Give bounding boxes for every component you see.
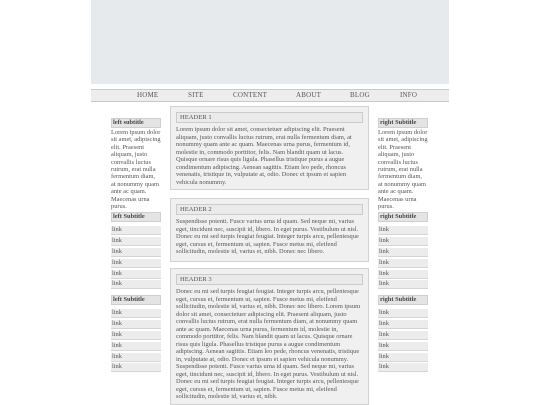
right-link[interactable]: link	[378, 331, 428, 340]
left-sidebar-title: left subtitle	[111, 118, 161, 128]
left-sidebar-subtitle: left Subtitle	[111, 212, 161, 222]
nav-item-about[interactable]: ABOUT	[296, 91, 322, 99]
right-link[interactable]: link	[378, 342, 428, 351]
nav-bar	[91, 89, 449, 102]
left-link[interactable]: link	[111, 309, 161, 318]
right-link[interactable]: link	[378, 259, 428, 268]
right-link[interactable]: link	[378, 226, 428, 235]
right-sidebar-text: Lorem ipsum dolor sit amet, adipiscing elit. Praesent aliquam, justo convallis luctus rutrum, erat nulla fermentum diam, at nonummy quam ante ac quam. Maecenas urna purus.	[378, 129, 428, 211]
left-link-list	[111, 226, 161, 289]
left-sidebar-subtitle: left Subtitle	[111, 295, 161, 305]
left-link[interactable]: link	[111, 342, 161, 351]
panel-header-1: HEADER 1	[176, 112, 363, 123]
left-link[interactable]: link	[111, 248, 161, 257]
panel-header-2: HEADER 2	[176, 204, 363, 215]
panel-text-1: Lorem ipsum dolor sit amet, consectetuer adipiscing elit. Praesent aliquam, justo convallis luctus rutrum, erat nulla fermentum diam, at nonummy quam ante ac quam. Maecenas urna purus, fermentum id, molestie in, commodo porttitor, felis. Nam blandit quam ut lacus. Quisque ornare risus quis ligula. Phasellus tristique purus a augue condimentum adipiscing. Aenean sagittis. Etiam leo pede, rhoncus venenatis, tristique in, vulputate at, odio. Donec et ipsum et sapien vehicula nonummy.	[176, 126, 352, 186]
left-link[interactable]: link	[111, 363, 161, 372]
left-sidebar-text: Lorem ipsum dolor sit amet, adipiscing elit. Praesent aliquam, justo convallis luctus rutrum, erat nulla fermentum diam, at nonummy quam ante ac quam. Maecenas urna purus.	[111, 129, 161, 211]
right-link-list	[378, 226, 428, 289]
left-link[interactable]: link	[111, 226, 161, 235]
left-sidebar	[111, 118, 161, 378]
nav-item-content[interactable]: CONTENT	[233, 91, 268, 99]
content-panel-2	[170, 198, 369, 262]
nav-item-home[interactable]: HOME	[137, 91, 159, 99]
content-panel-1	[170, 106, 369, 190]
nav-item-info[interactable]: INFO	[400, 91, 418, 99]
left-link[interactable]: link	[111, 280, 161, 289]
right-link[interactable]: link	[378, 270, 428, 279]
right-link[interactable]: link	[378, 237, 428, 246]
right-sidebar-subtitle: right Subtitle	[378, 295, 428, 305]
panel-text-3: Donec eu mi sed turpis feugiat feugiat. Integer turpis arcu, pellentesque eget, cursus et, fermentum ut, sapien. Fusce metus mi, eleifend sollicitudin, molestie id, varius et, nibh. Donec nec libero. Lorem ipsum dolor sit amet, consectetuer adipiscing elit. Praesent aliquam, justo convallis luctus rutrum, erat nulla fermentum diam, at nonummy quam ante ac quam. Maecenas urna purus, fermentum id, molestie in, commodo porttitor, felis. Nam blandit quam ut lacus. Quisque ornare risus quis ligula. Phasellus tristique purus a augue condimentum adipiscing. Aenean sagittis. Etiam leo pede, rhoncus venenatis, tristique in, vulputate at, odio. Donec et ipsum et sapien vehicula nonummy. Suspendisse potenti. Fusce varius urna id quam. Sed neque mi, varius eget, tincidunt nec, suscipit id, libero. In eget purus. Vestibulum ut nisl. Donec eu mi sed turpis feugiat feugiat. Integer turpis arcu, pellentesque eget, cursus et, fermentum ut, sapien. Fusce metus mi, eleifend sollicitudin, molestie id, varius et, nibh.	[176, 288, 361, 400]
right-sidebar-title: right Subtitle	[378, 118, 428, 128]
right-sidebar	[378, 118, 428, 378]
right-link[interactable]: link	[378, 309, 428, 318]
right-link[interactable]: link	[378, 320, 428, 329]
right-link[interactable]: link	[378, 353, 428, 362]
left-link[interactable]: link	[111, 353, 161, 362]
panel-text-2: Suspendisse potenti. Fusce varius urna id quam. Sed neque mi, varius eget, tincidunt nec, suscipit id, libero. In eget purus. Vestibulum ut nisl. Donec eu mi sed turpis feugiat feugiat. Integer turpis arcu, pellentesque eget, cursus et, fermentum ut, sapien. Fusce metus mi, eleifend sollicitudin, molestie id, varius et, nibh. Donec nec libero.	[176, 218, 359, 255]
nav-item-blog[interactable]: BLOG	[350, 91, 370, 99]
left-link[interactable]: link	[111, 331, 161, 340]
left-link[interactable]: link	[111, 237, 161, 246]
left-link[interactable]: link	[111, 259, 161, 268]
panel-header-3: HEADER 3	[176, 274, 363, 285]
left-link[interactable]: link	[111, 320, 161, 329]
content-panel-3	[170, 268, 369, 405]
right-link[interactable]: link	[378, 280, 428, 289]
right-link[interactable]: link	[378, 363, 428, 372]
right-link-list	[378, 309, 428, 372]
left-link[interactable]: link	[111, 270, 161, 279]
right-link[interactable]: link	[378, 248, 428, 257]
nav-item-site[interactable]: SITE	[188, 91, 204, 99]
left-link-list	[111, 309, 161, 372]
header-banner	[91, 0, 449, 84]
right-sidebar-subtitle: right Subtitle	[378, 212, 428, 222]
